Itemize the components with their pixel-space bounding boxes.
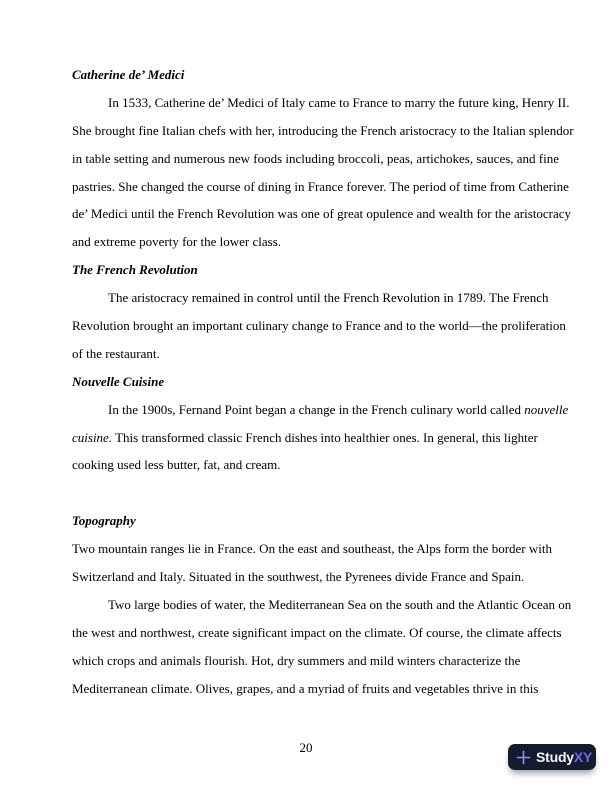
plus-icon <box>516 750 531 765</box>
text-line: pastries. She changed the course of dining in France forever. The period of time from Catherine <box>72 178 569 194</box>
text-line: which crops and animals flourish. Hot, dry summers and mild winters characterize the <box>72 652 521 668</box>
text-line: de’ Medici until the French Revolution was one of great opulence and wealth for the aristocracy <box>72 206 572 222</box>
blank-line <box>72 479 540 507</box>
logo-text-primary: Study <box>536 749 574 765</box>
section-heading: Topography <box>72 513 136 529</box>
text-line: In 1533, Catherine de’ Medici of Italy came to France to marry the future king, Henry II. <box>108 94 570 110</box>
studyxy-logo-badge[interactable] <box>508 744 596 770</box>
logo-text <box>536 744 592 770</box>
text-line: Mediterranean climate. Olives, grapes, and a myriad of fruits and vegetables thrive in this <box>72 680 539 696</box>
text-line: cooking used less butter, fat, and cream. <box>72 457 281 473</box>
text-line: the west and northwest, create significant impact on the climate. Of course, the climate affects <box>72 624 562 640</box>
text-line: She brought fine Italian chefs with her, introducing the French aristocracy to the Italian splendor <box>72 122 574 138</box>
text-line: Two large bodies of water, the Mediterranean Sea on the south and the Atlantic Ocean on <box>108 596 572 612</box>
page-number: 20 <box>299 740 313 755</box>
text-line: Two mountain ranges lie in France. On the east and southeast, the Alps form the border with <box>72 541 552 557</box>
section-heading: Catherine de’ Medici <box>72 67 185 82</box>
text-line: and extreme poverty for the lower class. <box>72 234 282 250</box>
text-line: The aristocracy remained in control until the French Revolution in 1789. The French <box>108 290 549 306</box>
text-line: Revolution brought an important culinary change to France and to the world—the proliferation <box>72 318 566 334</box>
text-line: cuisine. This transformed classic French dishes into healthier ones. In general, this lighter <box>72 429 538 445</box>
document-body <box>72 61 574 702</box>
text-line: of the restaurant. <box>72 345 160 361</box>
plus-icon-strokes <box>517 751 529 763</box>
text-line: in table setting and numerous new foods including broccoli, peas, artichokes, sauces, and fine <box>72 150 560 166</box>
text-line: Switzerland and Italy. Situated in the southwest, the Pyrenees divide France and Spain. <box>72 569 525 585</box>
section-heading: Nouvelle Cuisine <box>72 373 165 389</box>
logo-text-accent: XY <box>573 749 593 765</box>
text-line: In the 1900s, Fernand Point began a change in the French culinary world called nouvelle <box>108 401 569 417</box>
section-heading: The French Revolution <box>72 262 198 278</box>
